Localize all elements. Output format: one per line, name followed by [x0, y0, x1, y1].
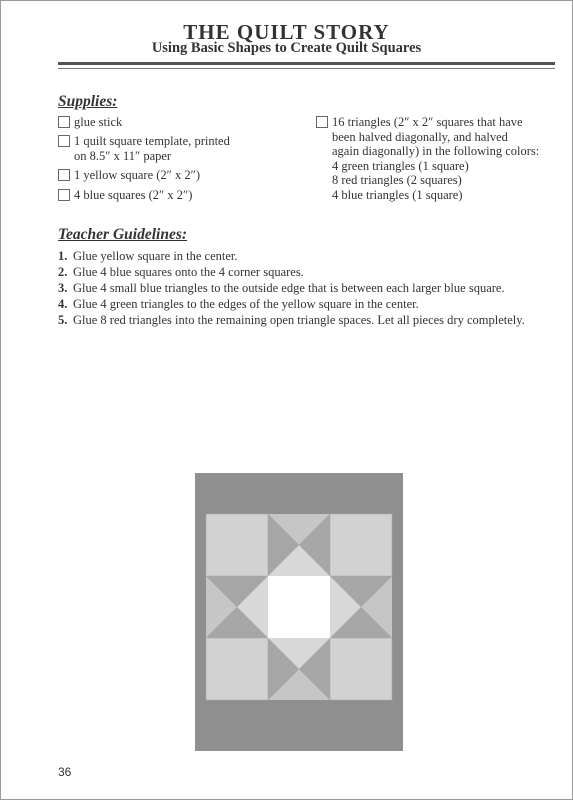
supply-text-line-2: on 8.5″ x 11″ paper: [74, 148, 172, 163]
supply-checkbox[interactable]: [316, 116, 328, 128]
step-number: 2.: [58, 265, 68, 279]
step-text: Glue 4 green triangles to the edges of the yellow square in the center.: [73, 297, 419, 311]
guidelines-list: [58, 248, 525, 328]
supply-checkbox[interactable]: [58, 169, 70, 181]
page-number: 36: [58, 765, 72, 779]
guideline-step: [58, 248, 525, 264]
corner-square-top-left: [206, 514, 268, 576]
guideline-step: [58, 312, 525, 328]
corner-square-top-right: [330, 514, 392, 576]
page-title: THE QUILT STORY: [183, 20, 390, 44]
guideline-step: [58, 280, 525, 296]
step-text: Glue 4 small blue triangles to the outside edge that is between each larger blue square.: [73, 281, 505, 295]
step-number: 1.: [58, 249, 68, 263]
step-text: Glue 4 blue squares onto the 4 corner squares.: [73, 265, 304, 279]
supply-text-green: 4 green triangles (1 square): [332, 158, 469, 173]
step-text: Glue yellow square in the center.: [73, 249, 238, 263]
supply-text-red: 8 red triangles (2 squares): [332, 173, 462, 187]
header-rule-thick: [58, 62, 555, 65]
step-text: Glue 8 red triangles into the remaining open triangle spaces. Let all pieces dry completely.: [73, 313, 525, 327]
corner-square-bottom-right: [330, 638, 392, 700]
step-number: 3.: [58, 281, 68, 295]
supply-checkbox[interactable]: [58, 135, 70, 147]
supply-text-blue: 4 blue triangles (1 square): [332, 187, 463, 202]
supply-text: 16 triangles (2″ x 2″ squares that have: [332, 115, 523, 129]
step-number: 5.: [58, 313, 68, 327]
page-subtitle: Using Basic Shapes to Create Quilt Squares: [151, 40, 422, 56]
supply-checkbox[interactable]: [58, 116, 70, 128]
center-square: [268, 576, 330, 638]
supply-text: glue stick: [74, 115, 123, 129]
supply-checkbox[interactable]: [58, 189, 70, 201]
supply-text-line-3: again diagonally) in the following colors:: [332, 144, 540, 158]
guideline-step: [58, 264, 525, 280]
quilt-block: [206, 514, 392, 700]
corner-square-bottom-left: [206, 638, 268, 700]
supply-text: 4 blue squares (2″ x 2″): [74, 188, 193, 202]
supply-text: 1 quilt square template, printed: [74, 134, 230, 148]
supplies-heading: Supplies:: [58, 93, 118, 110]
guidelines-heading: Teacher Guidelines:: [58, 226, 188, 243]
quilt-square-illustration: [195, 473, 403, 751]
supply-text: 1 yellow square (2″ x 2″): [74, 168, 201, 182]
guideline-step: [58, 296, 525, 312]
supply-text-line-2: been halved diagonally, and halved: [332, 129, 508, 144]
header-rule-thin: [58, 68, 555, 69]
step-number: 4.: [58, 297, 68, 311]
